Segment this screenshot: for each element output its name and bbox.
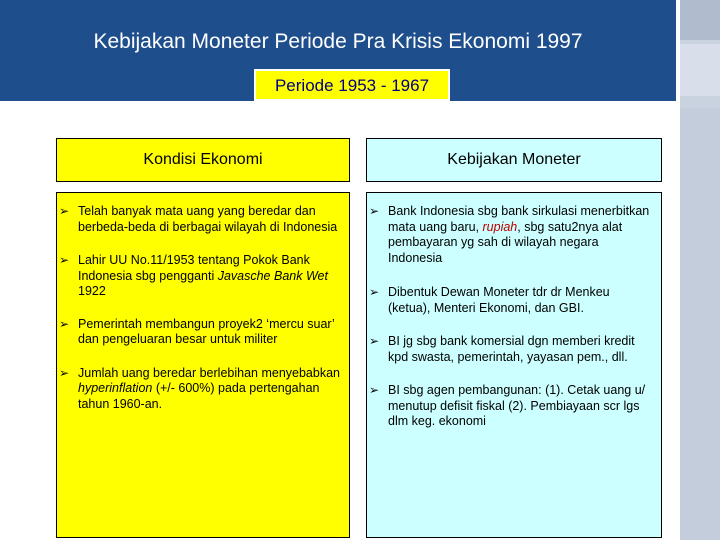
arrow-right-icon: ➢ [369, 334, 380, 348]
right-column-header: Kebijakan Moneter [366, 138, 662, 182]
list-item: ➢ Pemerintah membangun proyek2 ‘mercu suar’ dan pengeluaran besar untuk militer [59, 316, 335, 346]
decor-square [680, 44, 720, 96]
list-item: ➢ Jumlah uang beredar berlebihan menyebabkan hyperinflation (+/- 600%) pada pertengahan tahun 1960-an. [59, 365, 340, 411]
decorative-side-strip [680, 0, 720, 540]
rupiah-highlight: rupiah [482, 219, 518, 234]
list-item: ➢ Lahir UU No.11/1953 tentang Pokok Bank Indonesia sbg pengganti Javasche Bank Wet 1922 [59, 253, 328, 298]
decor-square [680, 0, 720, 40]
arrow-right-icon: ➢ [369, 285, 380, 299]
right-column-box [366, 192, 662, 538]
list-item: ➢ Telah banyak mata uang yang beredar dan berbeda-beda di berbagai wilayah di Indonesia [59, 204, 338, 234]
arrow-right-icon: ➢ [59, 253, 70, 267]
decor-square [680, 108, 720, 540]
right-bullet-list [367, 193, 661, 430]
arrow-right-icon: ➢ [59, 365, 70, 380]
list-item: ➢ BI sbg agen pembangunan: (1). Cetak uang u/ menutup defisit fiskal (2). Pembiayaan scr lgs dlm keg. ekonomi [369, 383, 646, 428]
list-item: ➢ Bank Indonesia sbg bank sirkulasi menerbitkan mata uang baru, rupiah, sbg satu2nya alat pembayaran yg sah di wilayah negara Indonesia [369, 204, 650, 265]
left-column-header: Kondisi Ekonomi [56, 138, 350, 182]
arrow-right-icon: ➢ [59, 204, 70, 218]
period-label: Periode 1953 - 1967 [254, 69, 450, 101]
left-bullet-list [57, 193, 349, 412]
slide-title: Kebijakan Moneter Periode Pra Krisis Ekonomi 1997 [93, 30, 583, 53]
list-item: ➢ BI jg sbg bank komersial dgn memberi kredit kpd swasta, pemerintah, yayasan pem., dll. [369, 334, 635, 364]
list-item: ➢ Dibentuk Dewan Moneter tdr dr Menkeu (ketua), Menteri Ekonomi, dan GBI. [369, 285, 610, 315]
arrow-right-icon: ➢ [369, 204, 380, 218]
left-column-box [56, 192, 350, 538]
arrow-right-icon: ➢ [59, 316, 70, 331]
arrow-right-icon: ➢ [369, 383, 380, 397]
